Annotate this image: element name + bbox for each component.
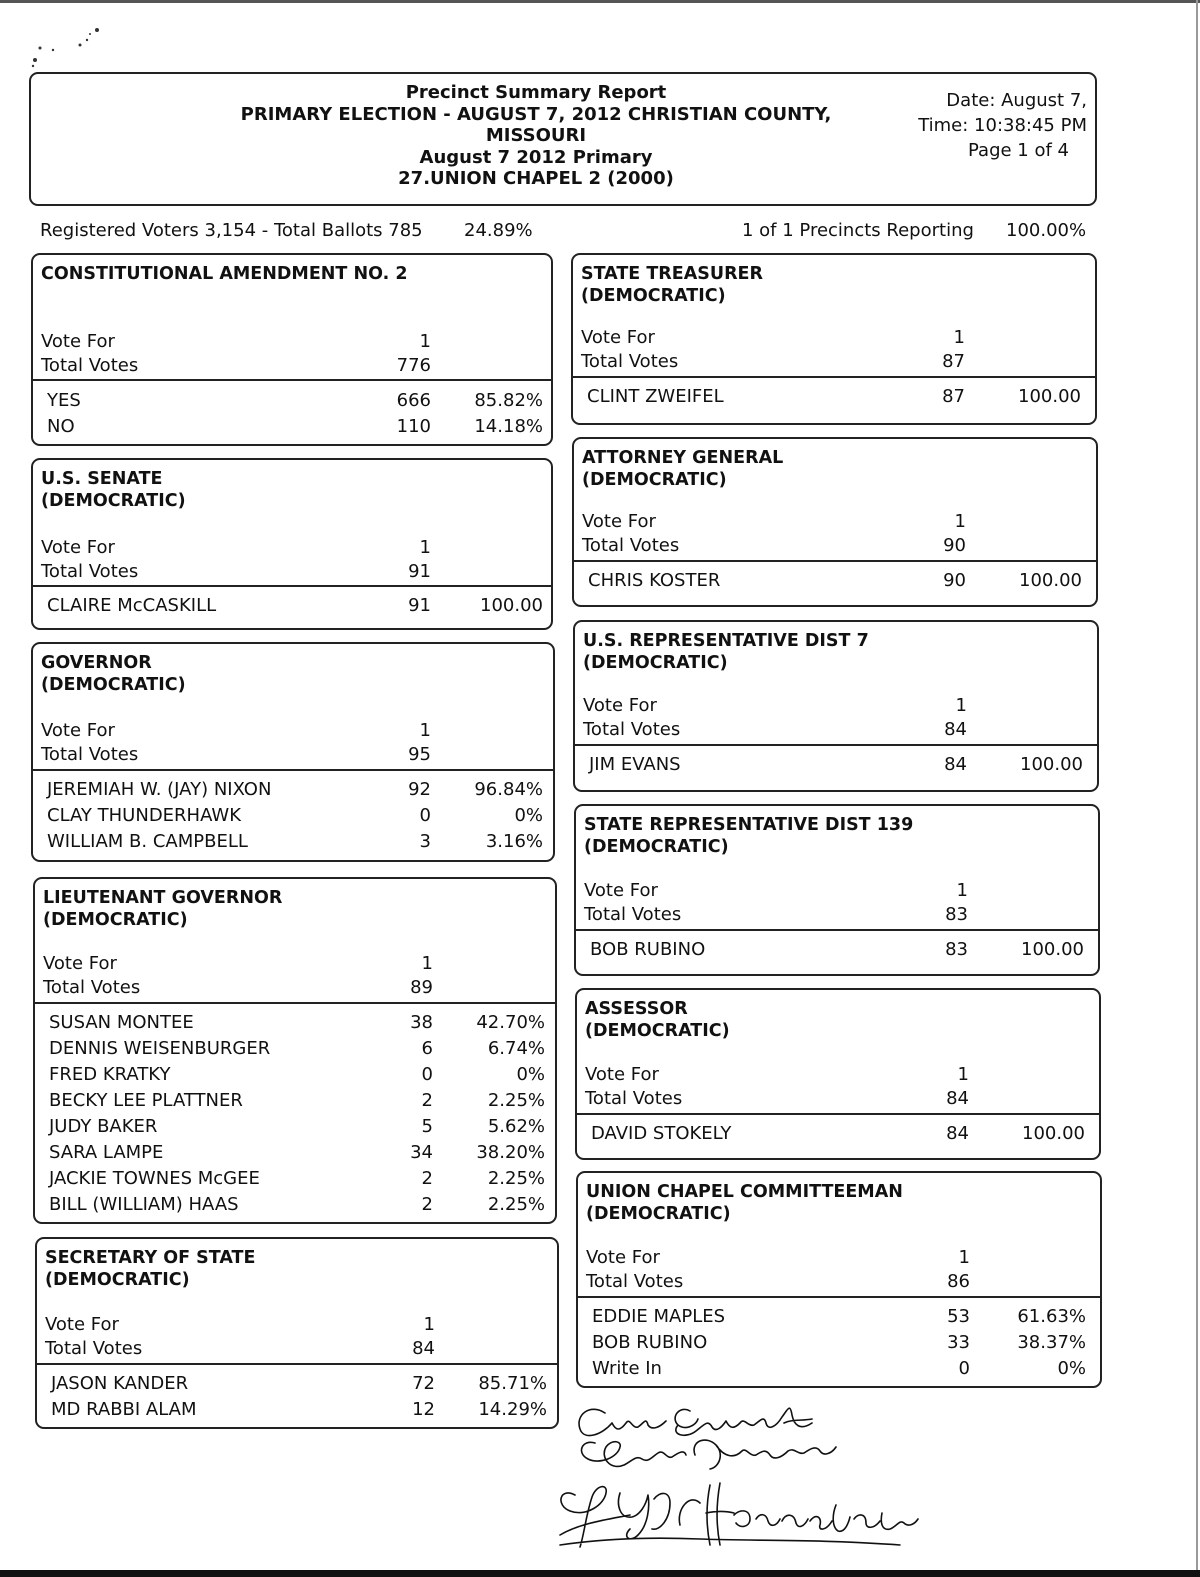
race-union-chapel-committeeman [576, 1171, 1102, 1388]
candidate-pct: 2.25% [487, 1090, 545, 1111]
candidate-pct: 0% [1057, 1358, 1086, 1379]
race-us-senate [31, 458, 553, 630]
race-title [586, 1181, 903, 1225]
total-votes-label: Total Votes [586, 1271, 684, 1292]
candidate-pct: 14.29% [478, 1399, 547, 1420]
candidate-name: JACKIE TOWNES McGEE [49, 1168, 260, 1189]
candidate-name: FRED KRATKY [49, 1064, 171, 1085]
race-party: (DEMOCRATIC) [584, 837, 729, 857]
total-votes-value: 84 [412, 1338, 435, 1359]
candidate-row [35, 1167, 555, 1191]
total-votes-value: 95 [408, 744, 431, 765]
candidate-pct: 96.84% [474, 779, 543, 800]
vote-for-value: 1 [423, 1314, 435, 1335]
candidate-votes: 3 [419, 831, 431, 852]
candidate-row [37, 1398, 557, 1422]
candidate-row [578, 1331, 1100, 1355]
divider [578, 1296, 1100, 1298]
vote-for-label: Vote For [582, 511, 656, 532]
race-party: (DEMOCRATIC) [585, 1021, 730, 1041]
signatures [520, 1395, 940, 1575]
candidate-name: Write In [592, 1358, 662, 1379]
vote-for-label: Vote For [43, 953, 117, 974]
race-us-representative [573, 620, 1099, 792]
candidate-votes: 2 [421, 1194, 433, 1215]
candidate-name: YES [47, 390, 81, 411]
race-name: ATTORNEY GENERAL [582, 448, 784, 468]
race-governor [31, 642, 555, 862]
race-party: (DEMOCRATIC) [583, 653, 728, 673]
candidate-pct: 85.82% [474, 390, 543, 411]
race-name: STATE REPRESENTATIVE DIST 139 [584, 815, 914, 835]
total-votes-label: Total Votes [41, 355, 139, 376]
total-votes-label: Total Votes [583, 719, 681, 740]
report-meta [918, 88, 1087, 163]
vote-for-label: Vote For [584, 880, 658, 901]
candidate-votes: 72 [412, 1373, 435, 1394]
vote-for-value: 1 [953, 327, 965, 348]
race-name: U.S. SENATE [41, 469, 163, 489]
candidate-votes: 84 [944, 754, 967, 775]
scan-edge-top [0, 0, 1200, 3]
race-party: (DEMOCRATIC) [45, 1270, 190, 1290]
report-time: Time: 10:38:45 PM [918, 115, 1087, 136]
candidate-pct: 100.00 [1019, 570, 1082, 591]
divider [33, 769, 553, 771]
total-votes-label: Total Votes [585, 1088, 683, 1109]
candidate-row [35, 1115, 555, 1139]
candidate-row [35, 1063, 555, 1087]
candidate-row [573, 385, 1095, 409]
candidate-name: CLAIRE McCASKILL [47, 595, 217, 616]
race-title [582, 447, 783, 491]
candidate-pct: 85.71% [478, 1373, 547, 1394]
candidate-pct: 5.62% [487, 1116, 545, 1137]
vote-for-value: 1 [957, 1064, 969, 1085]
candidate-votes: 6 [421, 1038, 433, 1059]
candidate-row [33, 830, 553, 854]
candidate-pct: 0% [516, 1064, 545, 1085]
signature-2 [582, 1440, 836, 1469]
race-name: GOVERNOR [41, 653, 152, 673]
vote-for-label: Vote For [41, 720, 115, 741]
candidate-row [576, 938, 1098, 962]
registered-voters: Registered Voters 3,154 - Total Ballots 785 [40, 220, 423, 241]
report-title-block [211, 82, 861, 190]
candidate-row [574, 569, 1096, 593]
vote-for-label: Vote For [585, 1064, 659, 1085]
candidate-votes: 0 [421, 1064, 433, 1085]
total-votes-value: 89 [410, 977, 433, 998]
vote-for-value: 1 [419, 720, 431, 741]
race-party: (DEMOCRATIC) [43, 910, 188, 930]
race-party: (DEMOCRATIC) [586, 1204, 731, 1224]
candidate-name: BOB RUBINO [590, 939, 706, 960]
candidate-votes: 34 [410, 1142, 433, 1163]
vote-for-value: 1 [958, 1247, 970, 1268]
candidate-name: CHRIS KOSTER [588, 570, 721, 591]
divider [576, 929, 1098, 931]
race-state-treasurer [571, 253, 1097, 425]
race-title [41, 652, 186, 696]
divider [573, 376, 1095, 378]
total-votes-label: Total Votes [45, 1338, 143, 1359]
vote-for-value: 1 [955, 695, 967, 716]
candidate-name: BOB RUBINO [592, 1332, 708, 1353]
candidate-row [35, 1011, 555, 1035]
vote-for-label: Vote For [586, 1247, 660, 1268]
race-party: (DEMOCRATIC) [581, 286, 726, 306]
total-votes-value: 90 [943, 535, 966, 556]
race-title [41, 468, 186, 512]
race-title [45, 1247, 255, 1291]
candidate-pct: 100.00 [1018, 386, 1081, 407]
candidate-name: JUDY BAKER [49, 1116, 158, 1137]
candidate-name: CLAY THUNDERHAWK [47, 805, 242, 826]
candidate-votes: 38 [410, 1012, 433, 1033]
total-votes-value: 86 [947, 1271, 970, 1292]
candidate-pct: 2.25% [487, 1194, 545, 1215]
signature-1 [579, 1408, 812, 1435]
total-votes-label: Total Votes [581, 351, 679, 372]
candidate-row [578, 1357, 1100, 1381]
signature-3 [560, 1483, 918, 1547]
divider [574, 560, 1096, 562]
vote-for-label: Vote For [41, 537, 115, 558]
race-secretary-of-state [35, 1237, 559, 1429]
race-name: ASSESSOR [585, 999, 688, 1019]
vote-for-label: Vote For [583, 695, 657, 716]
candidate-votes: 33 [947, 1332, 970, 1353]
candidate-name: JASON KANDER [51, 1373, 189, 1394]
divider [37, 1363, 557, 1365]
race-party: (DEMOCRATIC) [582, 470, 727, 490]
race-state-representative [574, 804, 1100, 976]
total-votes-label: Total Votes [41, 561, 139, 582]
race-title: CONSTITUTIONAL AMENDMENT NO. 2 [41, 264, 408, 284]
race-constitutional-amendment [31, 253, 553, 446]
candidate-name: BECKY LEE PLATTNER [49, 1090, 243, 1111]
candidate-pct: 2.25% [487, 1168, 545, 1189]
candidate-pct: 6.74% [487, 1038, 545, 1059]
race-name: SECRETARY OF STATE [45, 1248, 256, 1268]
divider [35, 1002, 555, 1004]
candidate-pct: 100.00 [1021, 939, 1084, 960]
vote-for-value: 1 [956, 880, 968, 901]
scan-specks [25, 20, 115, 70]
candidate-votes: 91 [408, 595, 431, 616]
candidate-name: JEREMIAH W. (JAY) NIXON [47, 779, 272, 800]
race-title [584, 814, 913, 858]
candidate-votes: 83 [945, 939, 968, 960]
candidate-votes: 53 [947, 1306, 970, 1327]
candidate-pct: 38.20% [476, 1142, 545, 1163]
race-title [43, 887, 282, 931]
candidate-votes: 84 [946, 1123, 969, 1144]
candidate-name: JIM EVANS [589, 754, 681, 775]
race-party: (DEMOCRATIC) [41, 491, 186, 511]
candidate-pct: 100.00 [1020, 754, 1083, 775]
total-votes-label: Total Votes [41, 744, 139, 765]
election-name: August 7 2012 Primary [419, 146, 653, 168]
race-assessor [575, 988, 1101, 1160]
candidate-votes: 2 [421, 1090, 433, 1111]
vote-for-value: 1 [419, 331, 431, 352]
candidate-pct: 3.16% [485, 831, 543, 852]
race-name: LIEUTENANT GOVERNOR [43, 888, 283, 908]
candidate-name: CLINT ZWEIFEL [587, 386, 724, 407]
candidate-row [577, 1122, 1099, 1146]
vote-for-value: 1 [421, 953, 433, 974]
race-attorney-general [572, 437, 1098, 607]
total-votes-value: 84 [944, 719, 967, 740]
vote-for-value: 1 [954, 511, 966, 532]
candidate-row [575, 753, 1097, 777]
total-votes-label: Total Votes [43, 977, 141, 998]
candidate-pct: 100.00 [480, 595, 543, 616]
election-line-2: MISSOURI [485, 125, 587, 146]
race-lieutenant-governor [33, 877, 557, 1224]
scan-edge-right [1196, 0, 1198, 1577]
candidate-row [33, 594, 551, 618]
candidate-row [33, 389, 551, 413]
race-name: STATE TREASURER [581, 264, 763, 284]
report-header [29, 72, 1097, 206]
candidate-name: WILLIAM B. CAMPBELL [47, 831, 248, 852]
turnout-pct: 24.89% [464, 220, 533, 241]
divider [577, 1113, 1099, 1115]
candidate-name: DENNIS WEISENBURGER [49, 1038, 271, 1059]
page-number: Page 1 of 4 [968, 140, 1069, 161]
candidate-votes: 666 [396, 390, 431, 411]
race-title [585, 998, 730, 1042]
candidate-votes: 110 [396, 416, 431, 437]
report-date: Date: August 7, [946, 90, 1087, 111]
total-votes-label: Total Votes [582, 535, 680, 556]
candidate-votes: 5 [421, 1116, 433, 1137]
total-votes-value: 91 [408, 561, 431, 582]
race-title [581, 263, 763, 307]
candidate-name: BILL (WILLIAM) HAAS [49, 1194, 239, 1215]
total-votes-value: 84 [946, 1088, 969, 1109]
vote-for-label: Vote For [41, 331, 115, 352]
candidate-row [578, 1305, 1100, 1329]
candidate-votes: 92 [408, 779, 431, 800]
candidate-name: DAVID STOKELY [591, 1123, 732, 1144]
race-name: UNION CHAPEL COMMITTEEMAN [586, 1182, 903, 1202]
divider [575, 744, 1097, 746]
candidate-name: SUSAN MONTEE [49, 1012, 194, 1033]
vote-for-label: Vote For [581, 327, 655, 348]
candidate-row [35, 1141, 555, 1165]
candidate-pct: 42.70% [476, 1012, 545, 1033]
race-title [583, 630, 869, 674]
candidate-name: SARA LAMPE [49, 1142, 164, 1163]
divider [33, 379, 551, 381]
candidate-votes: 87 [942, 386, 965, 407]
election-line-1: PRIMARY ELECTION - AUGUST 7, 2012 CHRISTIAN COUNTY, [240, 103, 832, 125]
total-votes-value: 87 [942, 351, 965, 372]
total-votes-label: Total Votes [584, 904, 682, 925]
candidate-row [35, 1037, 555, 1061]
vote-for-label: Vote For [45, 1314, 119, 1335]
race-party: (DEMOCRATIC) [41, 675, 186, 695]
candidate-votes: 0 [958, 1358, 970, 1379]
precincts-reporting: 1 of 1 Precincts Reporting [742, 220, 974, 241]
candidate-votes: 0 [419, 805, 431, 826]
candidate-row [35, 1089, 555, 1113]
total-votes-value: 83 [945, 904, 968, 925]
candidate-row [37, 1372, 557, 1396]
race-name: U.S. REPRESENTATIVE DIST 7 [583, 631, 869, 651]
total-votes-value: 776 [396, 355, 431, 376]
report-title: Precinct Summary Report [405, 82, 667, 103]
candidate-votes: 2 [421, 1168, 433, 1189]
candidate-pct: 0% [514, 805, 543, 826]
candidate-row [33, 778, 553, 802]
reporting-pct: 100.00% [1006, 220, 1087, 241]
candidate-pct: 14.18% [474, 416, 543, 437]
candidate-name: EDDIE MAPLES [592, 1306, 726, 1327]
divider [33, 585, 551, 587]
precinct-name: 27.UNION CHAPEL 2 (2000) [398, 168, 674, 189]
vote-for-value: 1 [419, 537, 431, 558]
candidate-row [33, 804, 553, 828]
candidate-pct: 38.37% [1017, 1332, 1086, 1353]
candidate-name: NO [47, 416, 75, 437]
candidate-votes: 12 [412, 1399, 435, 1420]
candidate-votes: 90 [943, 570, 966, 591]
candidate-row [33, 415, 551, 439]
candidate-pct: 100.00 [1022, 1123, 1085, 1144]
candidate-name: MD RABBI ALAM [51, 1399, 197, 1420]
candidate-row [35, 1193, 555, 1217]
candidate-pct: 61.63% [1017, 1306, 1086, 1327]
